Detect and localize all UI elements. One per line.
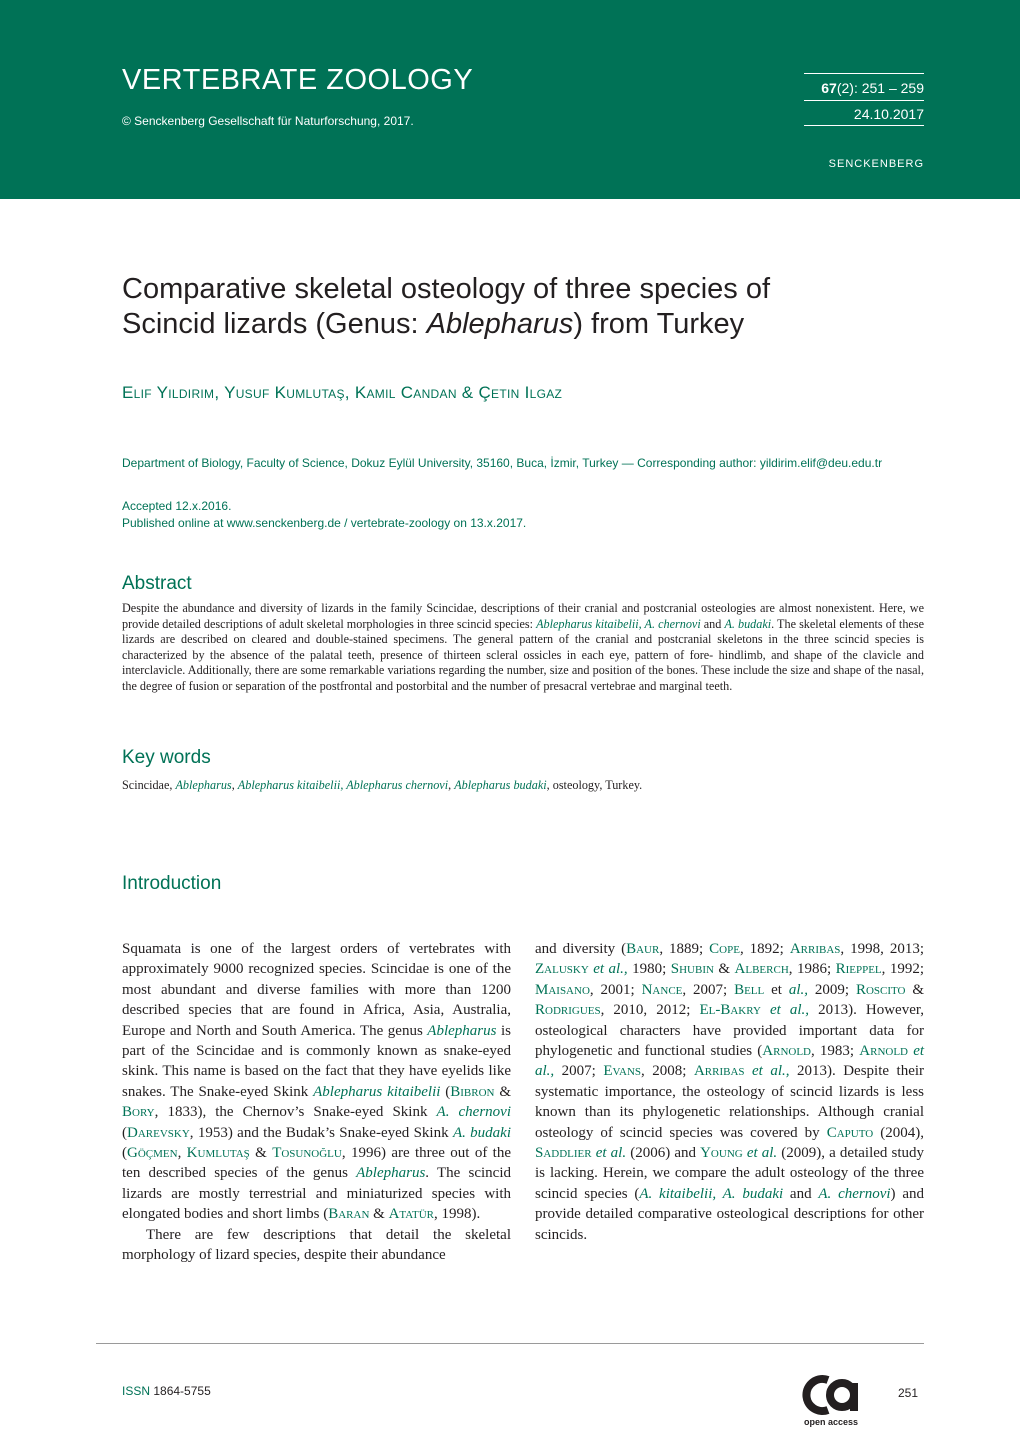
species-name: Ablepharus kitaibelii, A. chernovi bbox=[536, 616, 701, 631]
header-rule bbox=[804, 100, 924, 101]
intro-paragraph-2: There are few descriptions that detail the skeletal morphology of lizard species, despite their abundance bbox=[122, 1226, 511, 1264]
abstract-heading: Abstract bbox=[122, 573, 192, 594]
published-online: Published online at www.senckenberg.de / vertebrate-zoology on 13.x.2017. bbox=[122, 516, 527, 530]
issn-label: ISSN bbox=[122, 1384, 151, 1398]
oa-label: open access bbox=[803, 1417, 859, 1427]
copyright-notice: © Senckenberg Gesellschaft für Naturforschung, 2017. bbox=[122, 114, 414, 128]
keyword-separator: , bbox=[448, 778, 455, 792]
abstract-text-1: Despite the abundance and diversity of lizards in the family Scincidae, descriptions of their cranial and postcranial osteologies are almost nonexistent. Here, we provide detailed descriptions of adult skeletal morphologies in three scincid species: bbox=[122, 601, 924, 631]
affiliation: Department of Biology, Faculty of Science, Dokuz Eylül University, 35160, Buca, İzmir, Turkey — Corresponding author: yildirim.elif@deu.edu.tr bbox=[122, 456, 883, 470]
header-rule bbox=[804, 73, 924, 74]
author-list: Elif Yıldırım, Yusuf Kumlutaş, Kamil Candan & Çetin Ilgaz bbox=[122, 383, 563, 402]
volume-issue-pages bbox=[821, 80, 924, 96]
keywords-heading: Key words bbox=[122, 747, 211, 768]
issn bbox=[122, 1384, 211, 1398]
keyword: Ablepharus budaki bbox=[454, 778, 547, 792]
keyword: Ablepharus kitaibelii, Ablepharus chernovi bbox=[237, 778, 449, 792]
publication-date: 24.10.2017 bbox=[853, 106, 924, 122]
intro-column-left bbox=[122, 939, 511, 1266]
title-line-2-end: ) from Turkey bbox=[573, 308, 745, 340]
issue-pages: (2): 251 – 259 bbox=[836, 80, 924, 96]
open-access-logo bbox=[798, 1370, 864, 1428]
intro-column-right bbox=[535, 939, 924, 1245]
article-title bbox=[122, 272, 922, 342]
keyword: , osteology, Turkey. bbox=[546, 778, 643, 792]
title-line-1: Comparative skeletal osteology of three species of bbox=[122, 273, 771, 305]
title-line-2-start: Scincid lizards (Genus: bbox=[122, 308, 427, 340]
volume-number: 67 bbox=[821, 80, 837, 96]
abstract-text-2: . The skeletal elements of these lizards are described on cleared and double-stained specimens. The general pattern of the cranial and postcranial skeletons in the three scincid species is characterized by the absence of the palatal teeth, presence of thirteen scleral ossicles in each eye, pattern of fore- hindlimb, and shape of the clavicle and interclavicle. Additionally, there are some remarkable variations regarding the number, size and position of the bones. These include the size and shape of the nasal, the degree of fusion or separation of the postfrontal and postorbital and the number of presacral vertebrae and marginal teeth. bbox=[122, 616, 924, 693]
keyword: Scincidae, bbox=[122, 778, 176, 792]
publisher-logo-text: SENCKENBERG bbox=[828, 158, 924, 170]
title-genus: Ablepharus bbox=[426, 308, 574, 340]
page-number: 251 bbox=[897, 1386, 918, 1400]
header-rule bbox=[804, 125, 924, 126]
journal-header-band bbox=[0, 0, 1020, 199]
accepted-date: Accepted 12.x.2016. bbox=[122, 499, 232, 513]
journal-title: VERTEBRATE ZOOLOGY bbox=[122, 64, 474, 96]
footer-rule bbox=[96, 1343, 924, 1344]
oa-c-glyph bbox=[806, 1379, 828, 1411]
species-name: A. budaki bbox=[724, 616, 772, 631]
abstract-body bbox=[122, 601, 924, 694]
intro-paragraph-1: Squamata is one of the largest orders of vertebrates with approximately 9000 recognized species. Scincidae is one of the most abundant and diverse families with more than 1200 described species that are found in Africa, Asia, Australia, Europe and North and South America. The genus Ablepharus is part of the Scincidae and is commonly known as snake-eyed skink. This name is based on the fact that they have eyelids like snakes. The Snake-eyed Skink Ablepharus kitaibelii (Bibron & Bory, 1833), the Chernov’s Snake-eyed Skink A. chernovi (Darevsky, 1953) and the Budak’s Snake-eyed Skink A. budaki (Göçmen, Kumlutaş & Tosunoğlu, 1996) are three out of the ten described species of the genus Ablepharus. The scincid lizards are mostly terrestrial and miniaturized species with elongated bodies and short limbs (Baran & Atatür, 1998). bbox=[122, 941, 512, 1223]
oa-a-stem bbox=[850, 1383, 858, 1411]
intro-paragraph-2-continued: and diversity (Baur, 1889; Cope, 1892; Arribas, 1998, 2013; Zalusky et al., 1980; Shubin & Alberch, 1986; Rieppel, 1992; Maisano, 2001; Nance, 2007; Bell et al., 2009; Roscito & Rodrigues, 2010, 2012; El-Bakry et al., 2013). However, osteological characters have provided important data for phylogenetic and functional studies (Arnold, 1983; Arnold et al., 2007; Evans, 2008; Arribas et al., 2013). Despite their systematic importance, the osteology of scincid lizards is less known than its phylogenetic relationships. Although cranial osteology of scincid species was covered by Caputo (2004), Saddlier et al. (2006) and Young et al. (2009), a detailed study is lacking. Herein, we compare the adult osteology of the three scincid species (A. kitaibelii, A. budaki and A. chernovi) and provide detailed comparative osteological descriptions for other scincids. bbox=[535, 941, 925, 1243]
keywords-list bbox=[122, 777, 924, 793]
abstract-conjunction: and bbox=[700, 616, 725, 631]
keyword-separator: , bbox=[231, 778, 238, 792]
introduction-heading: Introduction bbox=[122, 873, 222, 894]
keyword: Ablepharus bbox=[175, 778, 232, 792]
issn-number: 1864-5755 bbox=[153, 1384, 211, 1398]
